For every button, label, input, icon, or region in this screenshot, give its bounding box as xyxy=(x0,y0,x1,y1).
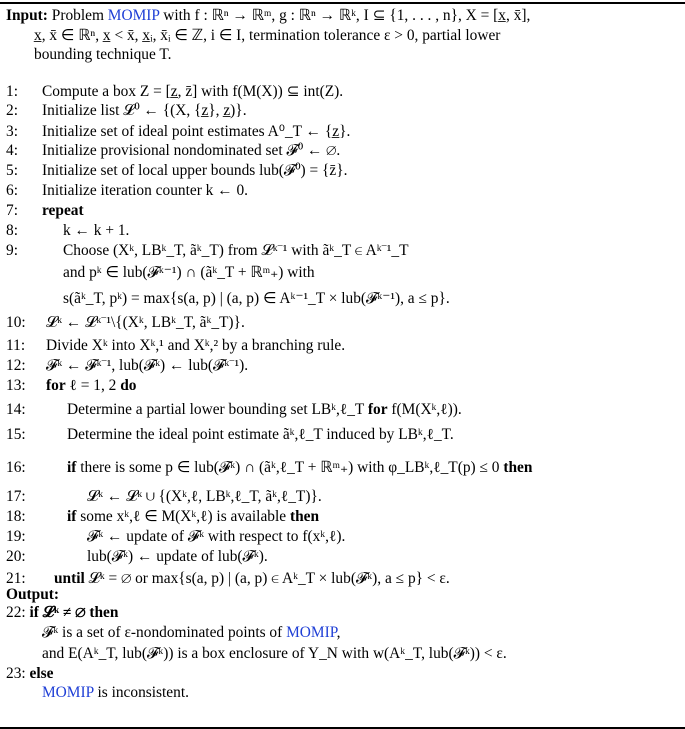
step-text: Determine the ideal point estimate ãᵏ,ℓ_T induced by LBᵏ,ℓ_T. xyxy=(67,426,454,443)
step-number: 3: xyxy=(6,123,18,140)
step-number: 1: xyxy=(6,83,18,100)
output-text: is inconsistent. xyxy=(97,684,189,701)
output-line-2: and E(Aᵏ_T, lub(𝓕ᵏ)) is a box enclosure of Y_N with w(Aᵏ_T, lub(𝓕ᵏ)) < ε. xyxy=(42,645,507,662)
step-text: 𝓛ᵏ ← 𝓛ᵏ ∪ {(Xᵏ,ℓ, LBᵏ,ℓ_T, ãᵏ,ℓ_T)}. xyxy=(87,488,322,505)
step-text: and pᵏ ∈ lub(𝓕ᵏ⁻¹) ∩ (ãᵏ_T + ℝᵐ₊) with xyxy=(63,264,315,281)
step-number: 19: xyxy=(6,528,26,545)
output-text: 𝓕ᵏ is a set of ε-nondominated points of xyxy=(42,624,283,641)
step-text: else xyxy=(29,665,54,682)
step-number: 17: xyxy=(6,488,26,505)
step-text: 𝓕ᵏ ← 𝓕ᵏ⁻¹, lub(𝓕ᵏ) ← lub(𝓕ᵏ⁻¹). xyxy=(46,357,249,374)
step-number: 9: xyxy=(6,242,18,259)
step-text: lub(𝓕ᵏ) ← update of lub(𝓕ᵏ). xyxy=(87,548,268,565)
step-text: repeat xyxy=(42,202,84,219)
step-number: 7: xyxy=(6,202,18,219)
step-text: 𝓛ᵏ ← 𝓛ᵏ⁻¹\{(Xᵏ, LBᵏ_T, ãᵏ_T)}. xyxy=(46,314,245,331)
step-number: 21: xyxy=(6,570,26,587)
step-text: Choose (Xᵏ, LBᵏ_T, ãᵏ_T) from 𝓛ᵏ⁻¹ with ãᵏ_T ∈ Aᵏ⁻¹_T xyxy=(63,242,409,259)
momip-link[interactable]: MOMIP xyxy=(107,7,160,24)
step-number: 18: xyxy=(6,508,26,525)
step-number: 13: xyxy=(6,377,26,394)
step-text: until 𝓛ᵏ = ∅ or max{s(a, p) | (a, p) ∈ Aᵏ_T × lub(𝓕ᵏ), a ≤ p} < ε. xyxy=(54,570,450,587)
step-text: Determine a partial lower bounding set LBᵏ,ℓ_T for f(M(Xᵏ,ℓ)). xyxy=(67,401,462,418)
step-number: 16: xyxy=(6,459,26,476)
step-text: Initialize set of ideal point estimates A⁰_T ← {z̲}. xyxy=(42,123,351,140)
output-comma: , xyxy=(336,624,341,641)
step-number: 8: xyxy=(6,222,18,239)
step-text: if some xᵏ,ℓ ∈ M(Xᵏ,ℓ) is available then xyxy=(67,508,320,525)
step-text: Initialize list 𝓛⁰ ← {(X, {z̲}, z̲)}. xyxy=(42,102,247,119)
step-number: 11: xyxy=(6,337,26,354)
step-22 xyxy=(6,604,118,622)
step-text: 𝓕ᵏ ← update of 𝓕ᵏ with respect to f(xᵏ,ℓ). xyxy=(87,528,346,545)
step-text: Divide Xᵏ into Xᵏ,¹ and Xᵏ,² by a branching rule. xyxy=(46,337,346,354)
momip-link[interactable]: MOMIP xyxy=(42,684,94,701)
bottom-rule xyxy=(0,727,685,729)
step-number: 20: xyxy=(6,548,26,565)
step-23 xyxy=(6,665,53,683)
step-number: 5: xyxy=(6,162,18,179)
step-text: for ℓ = 1, 2 do xyxy=(46,377,137,394)
input-line-2: x̲, x̄ ∈ ℝⁿ, x̲ < x̄, x̲ᵢ, x̄ᵢ ∈ ℤ, i ∈ I, termination tolerance ε > 0, partial lower xyxy=(34,27,501,44)
output-label-text: Output: xyxy=(6,586,60,603)
output-line-3 xyxy=(42,684,189,702)
input-text-2: with f : ℝⁿ → ℝᵐ, g : ℝⁿ → ℝᵏ, I ⊆ {1, . . . , n}, X = [x̲, x̄], xyxy=(163,7,531,24)
step-text: if 𝓛ᵏ ≠ ∅ then xyxy=(29,604,119,621)
step-number: 15: xyxy=(6,426,26,443)
step-number: 12: xyxy=(6,357,26,374)
step-text: if there is some p ∈ lub(𝓕ᵏ) ∩ (ãᵏ,ℓ_T + ℝᵐ₊) with φ_LBᵏ,ℓ_T(p) ≤ 0 then xyxy=(67,459,533,476)
step-text: Compute a box Z = [z̲, z̄] with f(M(X)) ⊆ int(Z). xyxy=(42,83,344,100)
output-label xyxy=(6,586,59,604)
input-label: Input: xyxy=(6,7,48,24)
step-text: Initialize provisional nondominated set 𝓕⁰ ← ∅. xyxy=(42,142,341,159)
step-text: k ← k + 1. xyxy=(63,222,130,239)
input-line-1 xyxy=(6,7,530,25)
step-number: 10: xyxy=(6,314,26,331)
step-text: Initialize set of local upper bounds lub(𝓕⁰) = {z̄}. xyxy=(42,162,348,179)
step-number: 22: xyxy=(6,604,26,621)
step-number: 14: xyxy=(6,401,26,418)
output-line-1 xyxy=(42,624,340,642)
step-number: 6: xyxy=(6,182,18,199)
step-number: 4: xyxy=(6,142,18,159)
input-text-1: Problem xyxy=(51,7,104,24)
momip-link[interactable]: MOMIP xyxy=(286,624,337,641)
step-text: s(ãᵏ_T, pᵏ) = max{s(a, p) | (a, p) ∈ Aᵏ⁻¹_T × lub(𝓕ᵏ⁻¹), a ≤ p}. xyxy=(63,290,450,307)
step-number: 2: xyxy=(6,102,18,119)
step-number: 23: xyxy=(6,665,26,682)
step-text: Initialize iteration counter k ← 0. xyxy=(42,182,248,199)
input-line-3: bounding technique T. xyxy=(34,46,172,63)
top-rule xyxy=(0,2,685,4)
